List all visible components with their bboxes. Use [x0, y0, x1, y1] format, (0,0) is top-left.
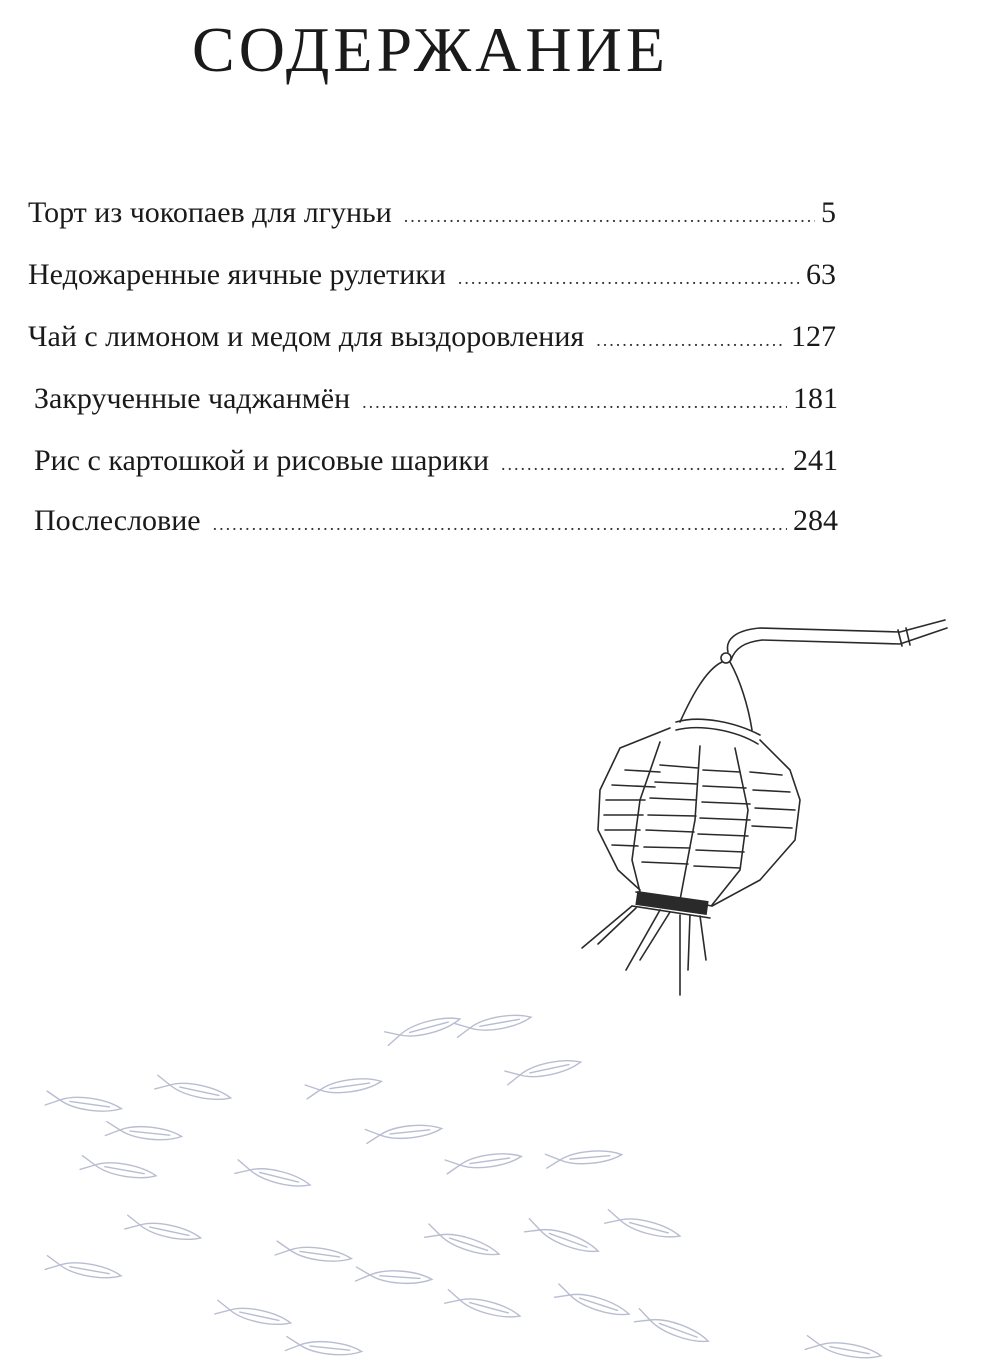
toc-entry-page: 181	[793, 382, 838, 415]
toc-entry[interactable]	[34, 506, 838, 536]
lantern-illustration	[0, 590, 1000, 1363]
toc-entry-title: Рис с картошкой и рисовые шарики	[34, 444, 489, 477]
page-title: СОДЕРЖАНИЕ	[192, 14, 669, 85]
toc-entry-title: Торт из чокопаев для лгуньи	[28, 196, 392, 229]
toc-entry[interactable]	[28, 198, 836, 228]
toc-entry-title: Недожаренные яичные рулетики	[28, 258, 446, 291]
toc-entry-page: 63	[806, 258, 836, 291]
toc-entry-page: 241	[793, 444, 838, 477]
toc-leader-dots	[458, 269, 800, 287]
toc-entry[interactable]	[34, 446, 838, 476]
toc-entry-title: Закрученные чаджанмён	[34, 382, 351, 415]
toc-entry[interactable]	[28, 260, 836, 290]
toc-leader-dots	[213, 515, 787, 533]
toc-leader-dots	[404, 207, 815, 225]
toc-leader-dots	[501, 455, 787, 473]
toc-entry-title: Послесловие	[34, 504, 201, 537]
fish-school-icon	[0, 590, 882, 1363]
toc-entry-page: 5	[821, 196, 836, 229]
lantern-icon	[582, 620, 947, 995]
toc-entry-title: Чай с лимоном и медом для выздоровления	[28, 320, 585, 353]
toc-leader-dots	[362, 393, 787, 411]
toc-leader-dots	[596, 331, 785, 349]
toc-entry-page: 284	[793, 504, 838, 537]
toc-entry[interactable]	[34, 384, 838, 414]
toc-entry[interactable]	[28, 322, 836, 352]
toc-entry-page: 127	[791, 320, 836, 353]
